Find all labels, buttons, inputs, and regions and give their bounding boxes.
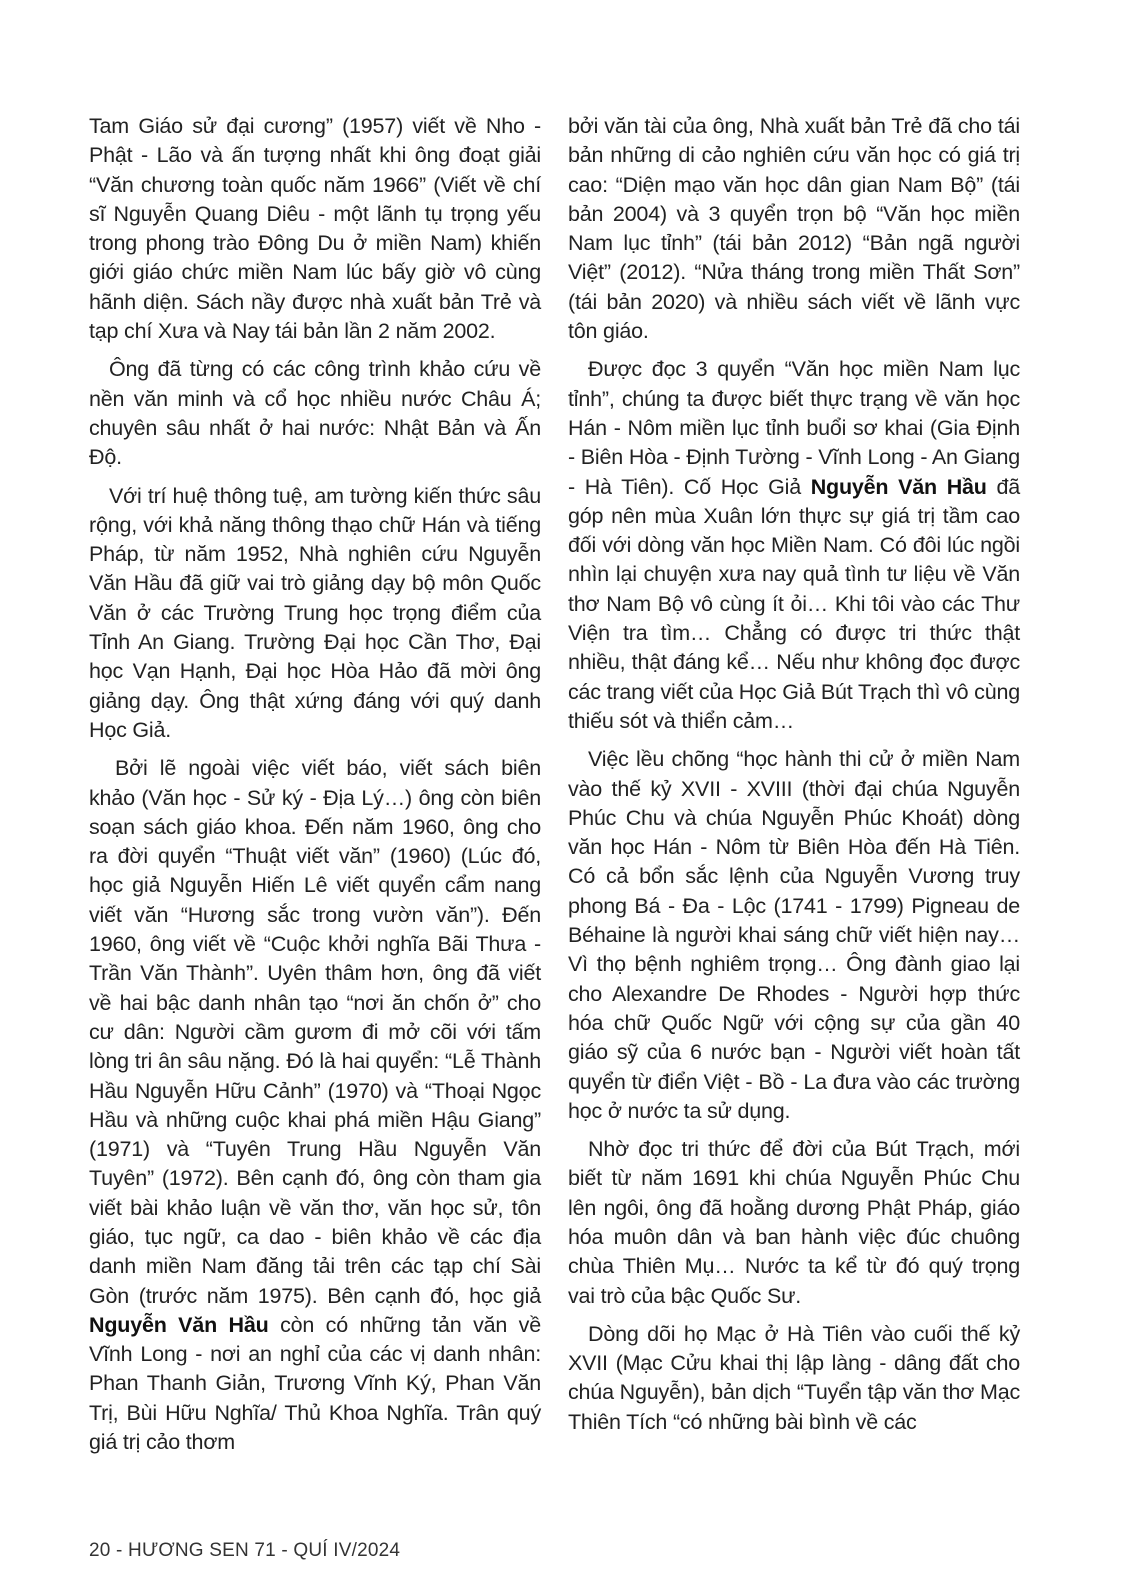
paragraph: Nhờ đọc tri thức để đời của Bút Trạch, mới biết từ năm 1691 khi chúa Nguyễn Phúc Chu lên ngôi, ông đã hoằng dương Phật Pháp, giáo hóa muôn dân và ban hành việc đúc chuông chùa Thiên Mụ… Nước ta kể từ đó quý trọng vai trò của bậc Quốc Sư.	[568, 1137, 1020, 1308]
paragraph: Việc lều chõng “học hành thi cử ở miền Nam vào thế kỷ XVII - XVIII (thời đại chúa Nguyễn Phúc Chu và chúa Nguyễn Phúc Khoát) dòng văn học Hán - Nôm từ Biên Hòa đến Hà Tiên. Có cả bổn sắc lệnh của Nguyễn Vương truy phong Bá - Đa - Lộc (1741 - 1799) Pigneau de Béhaine là người khai sáng chữ viết hiện nay… Vì thọ bệnh nghiêm trọng… Ông đành giao lại cho Alexandre De Rhodes - Người hợp thức hóa chữ Quốc Ngữ với cộng sự của gần 40 giáo sỹ của 6 nước bạn - Người viết hoàn tất quyển từ điển Việt - Bồ - La đưa vào các trường học ở nước ta sử dụng.	[568, 747, 1020, 1123]
paragraph: Với trí huệ thông tuệ, am tường kiến thức sâu rộng, với khả năng thông thạo chữ Hán và tiếng Pháp, từ năm 1952, Nhà nghiên cứu Nguyễn Văn Hầu đã giữ vai trò giảng dạy bộ môn Quốc Văn ở các Trường Trung học trọng điểm của Tỉnh An Giang. Trường Đại học Cần Thơ, Đại học Vạn Hạnh, Đại học Hòa Hảo đã mời ông giảng dạy. Ông thật xứng đáng với quý danh Học Giả.	[89, 483, 541, 742]
right-column	[568, 112, 1020, 1446]
paragraph	[568, 355, 1020, 736]
page-footer: 20 - HƯƠNG SEN 71 - QUÍ IV/2024	[89, 1540, 401, 1561]
left-column	[89, 112, 541, 1466]
paragraph: Tam Giáo sử đại cương” (1957) viết về Nho - Phật - Lão và ấn tượng nhất khi ông đoạt giải “Văn chương toàn quốc năm 1966” (Viết về chí sĩ Nguyễn Quang Diêu - một lãnh tụ trọng yếu trong phong trào Đông Du ở miền Nam) khiến giới giáo chức miền Nam lúc bấy giờ vô cùng hãnh diện. Sách nầy được nhà xuất bản Trẻ và tạp chí Xưa và Nay tái bản lần 2 năm 2002.	[89, 114, 541, 344]
author-name-bold: Nguyễn Văn Hầu	[89, 1312, 269, 1337]
paragraph: Ông đã từng có các công trình khảo cứu về nền văn minh và cổ học nhiều nước Châu Á; chuyên sâu nhất ở hai nước: Nhật Bản và Ấn Độ.	[89, 357, 541, 470]
paragraph: bởi văn tài của ông, Nhà xuất bản Trẻ đã cho tái bản những di cảo nghiên cứu văn học có giá trị cao: “Diện mạo văn học dân gian Nam Bộ” (tái bản 2004) và 3 quyển trọn bộ “Văn học miền Nam lục tỉnh” (tái bản 2012) “Bản ngã người Việt” (2012). “Nửa tháng trong miền Thất Sơn” (tái bản 2020) và nhiều sách viết về lãnh vực tôn giáo.	[568, 114, 1020, 344]
paragraph	[89, 754, 541, 1457]
text-run: đã góp nên mùa Xuân lớn thực sự giá trị tầm cao đối với dòng văn học Miền Nam. Có đôi lúc ngồi nhìn lại chuyện xưa nay quả tình tư liệu về Văn thơ Nam Bộ vô cùng ít ỏi… Khi tôi vào các Thư Viện tra tìm… Chẳng có được tri thức thật nhiều, thật đáng kể… Nếu như không đọc được các trang viết của Học Giả Bút Trạch thì vô cùng thiếu sót và thiển cảm…	[568, 474, 1020, 733]
paragraph: Dòng dõi họ Mạc ở Hà Tiên vào cuối thế kỷ XVII (Mạc Cửu khai thị lập làng - dâng đất cho chúa Nguyễn), bản dịch “Tuyển tập văn thơ Mạc Thiên Tích “có những bài bình về các	[568, 1321, 1020, 1434]
text-run: Bởi lẽ ngoài việc viết báo, viết sách biên khảo (Văn học - Sử ký - Địa Lý…) ông còn biên soạn sách giáo khoa. Đến năm 1960, ông cho ra đời quyển “Thuật viết văn” (1960) (Lúc đó, học giả Nguyễn Hiến Lê viết quyển cẩm nang viết văn “Hương sắc trong vườn văn”). Đến 1960, ông viết về “Cuộc khởi nghĩa Bãi Thưa - Trần Văn Thành”. Uyên thâm hơn, ông đã viết về hai bậc danh nhân tạo “nơi ăn chốn ở” cho cư dân: Người cầm gươm đi mở cõi với tấm lòng tri ân sâu nặng. Đó là hai quyển: “Lễ Thành Hầu Nguyễn Hữu Cảnh” (1970) và “Thoại Ngọc Hầu và những cuộc khai phá miền Hậu Giang” (1971) và “Tuyên Trung Hầu Nguyễn Văn Tuyên” (1972). Bên cạnh đó, ông còn tham gia viết bài khảo luận về văn thơ, văn học sử, tôn giáo, tục ngữ, ca dao - biên khảo về các địa danh miền Nam đăng tải trên các tạp chí Sài Gòn (trước năm 1975). Bên cạnh đó, học giả	[89, 756, 541, 1308]
text-run: Được đọc 3 quyển “Văn học miền Nam lục tỉnh”, chúng ta được biết thực trạng về văn học Hán - Nôm miền lục tỉnh buổi sơ khai (Gia Định - Biên Hòa - Định Tường - Vĩnh Long - An Giang - Hà Tiên). Cố Học Giả	[568, 357, 1020, 499]
text-run: còn có những tản văn về Vĩnh Long - nơi an nghỉ của các vị danh nhân: Phan Thanh Giản, Trương Vĩnh Ký, Phan Văn Trị, Bùi Hữu Nghĩa/ Thủ Khoa Nghĩa. Trân quý giá trị cảo thơm	[89, 1312, 541, 1455]
author-name-bold: Nguyễn Văn Hầu	[810, 474, 987, 499]
